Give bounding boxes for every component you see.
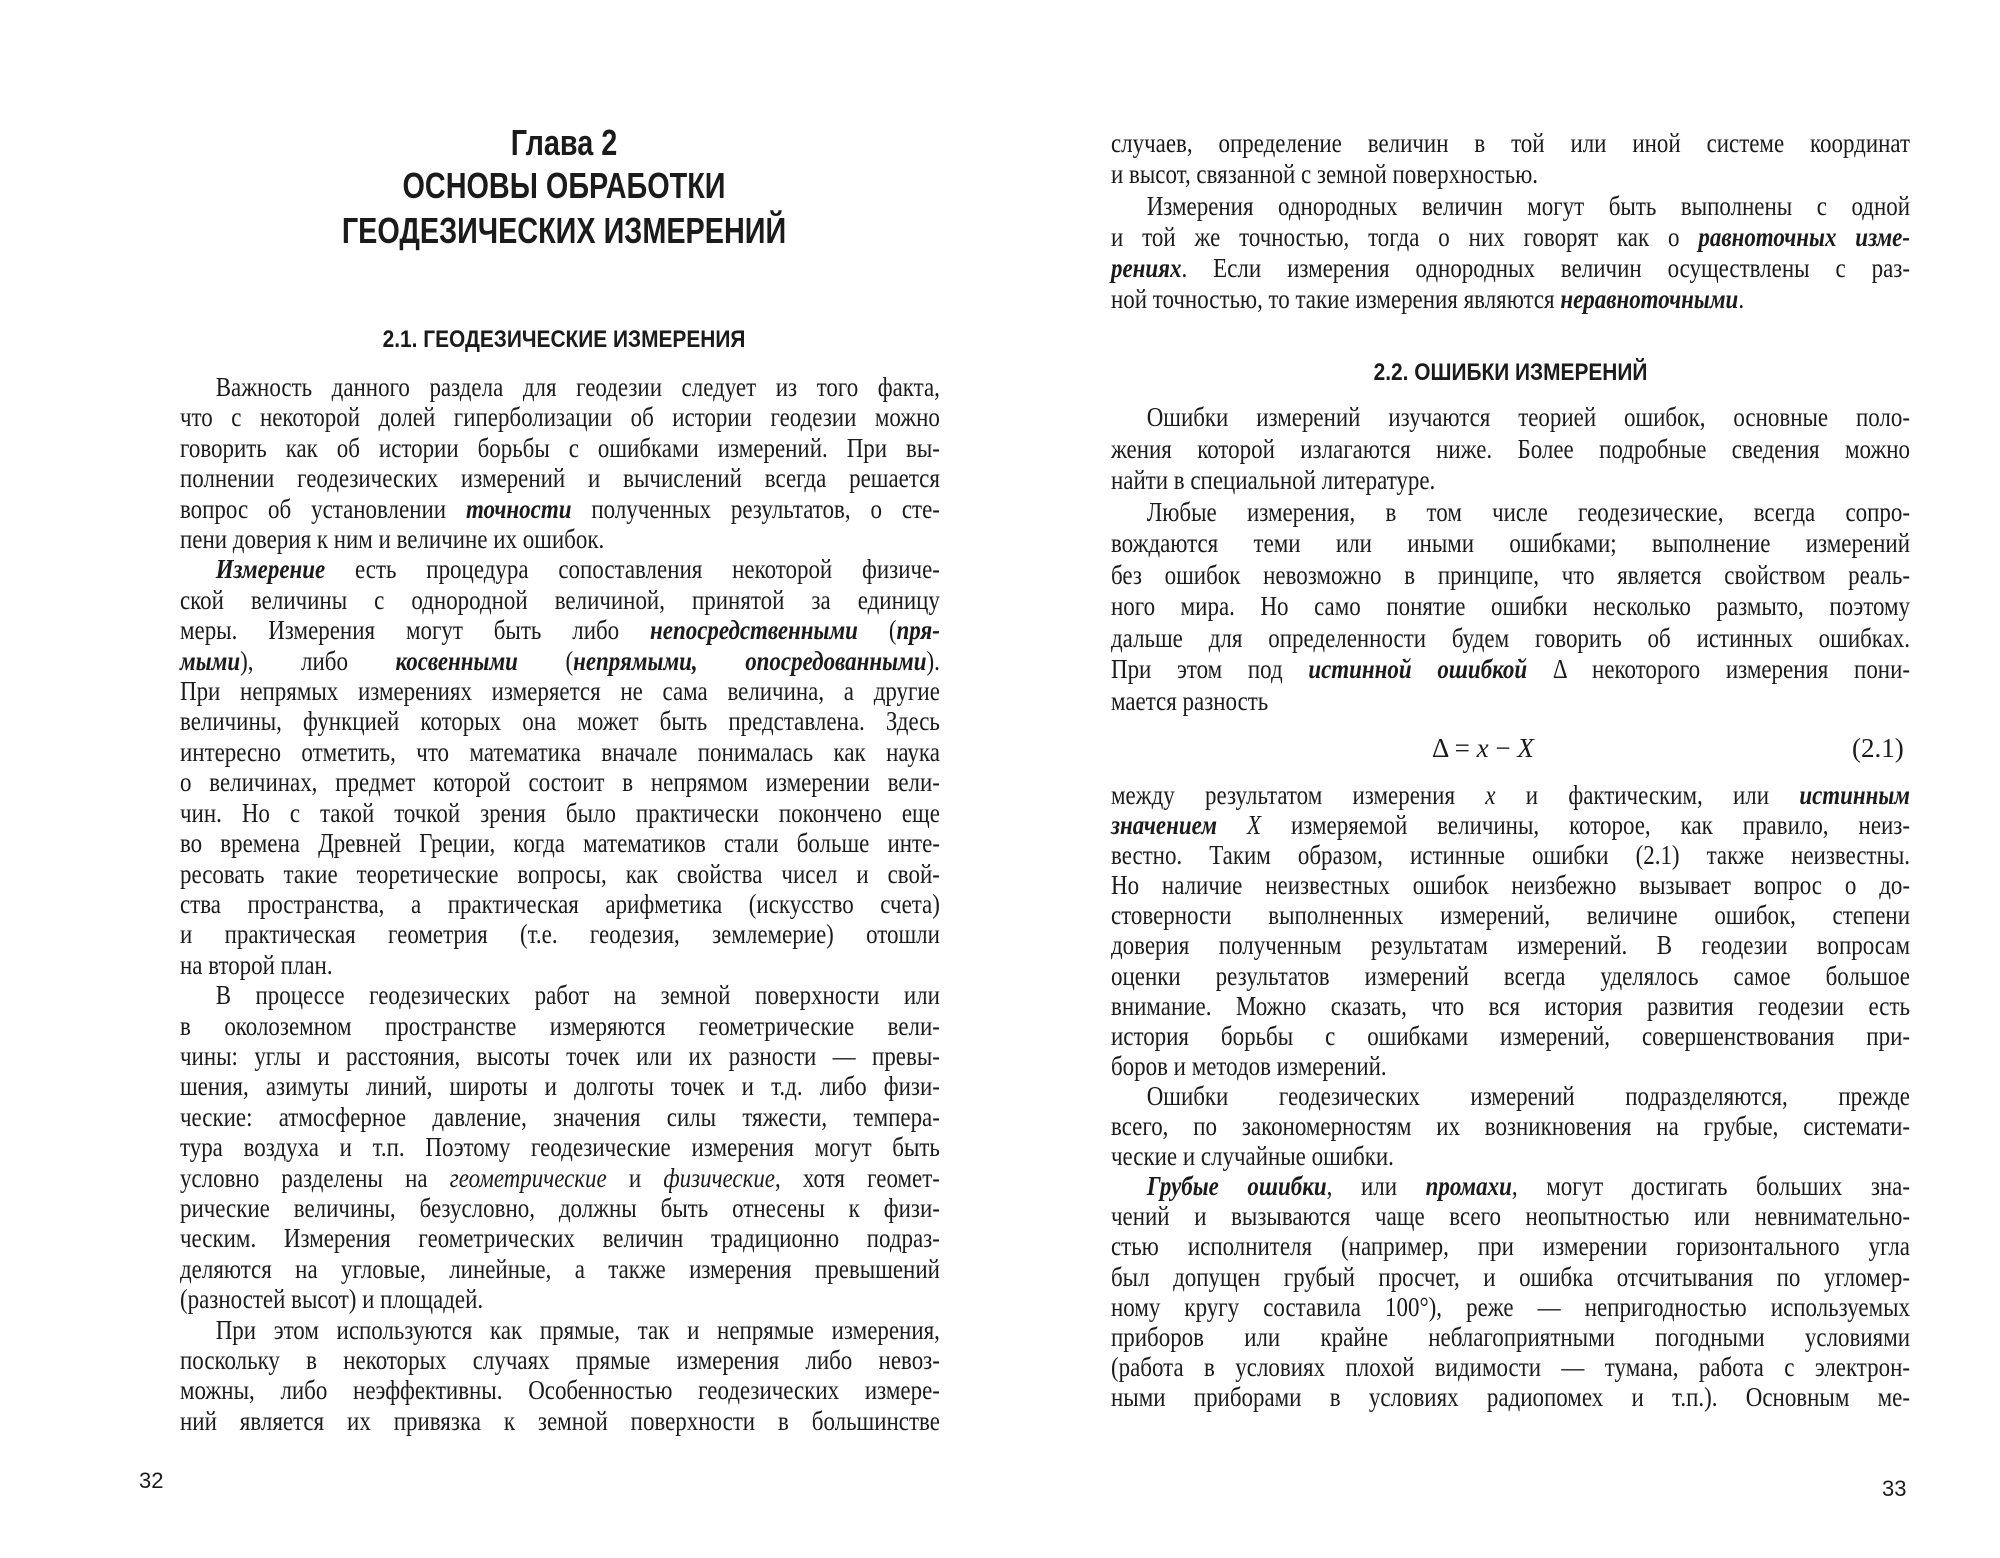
text-run: Ошибки геодезических измерений подразделяются, прежде	[1146, 1080, 1910, 1111]
text-line	[1111, 686, 1910, 718]
text-run: оценки результатов измерений всегда уделялось самое большое	[1111, 960, 1910, 991]
text-run: Любые измерения, в том числе геодезические, всегда сопро-	[1146, 496, 1910, 527]
text-line	[180, 737, 940, 767]
text-line	[180, 950, 940, 980]
text-line	[180, 463, 940, 493]
text-run: ческие: атмосферное давление, значения силы тяжести, темпера-	[180, 1101, 940, 1132]
text-line	[1111, 1111, 1910, 1141]
text-run: Измерения однородных величин могут быть выполнены с одной	[1146, 190, 1910, 221]
text-run: В процессе геодезических работ на земной поверхности или	[215, 980, 940, 1011]
chapter-title-line-1: ОСНОВЫ ОБРАБОТКИ	[402, 165, 726, 206]
text-run: случаев, определение величин в той или иной системе координат	[1111, 128, 1910, 158]
text-line	[1111, 1051, 1910, 1081]
text-line	[1111, 900, 1910, 930]
text-run: величины, функцией которых она может быть представлена. Здесь	[180, 706, 940, 737]
text-run: (разностей высот) и площадей.	[180, 1284, 484, 1315]
text-run: , могут достигать больших зна-	[1511, 1171, 1911, 1202]
text-run: тура воздуха и т.п. Поэтому геодезические измерения могут быть	[180, 1132, 940, 1163]
text-run: интересно отметить, что математика вначале понималась как наука	[180, 736, 940, 767]
text-run: боров и методов измерений.	[1111, 1050, 1387, 1081]
text-run: шения, азимуты линий, широты и долготы точек и т.д. либо физи-	[180, 1071, 940, 1102]
text-line	[1111, 284, 1910, 315]
text-line	[180, 1163, 940, 1193]
text-run: что с некоторой долей гиперболизации об истории геодезии можно	[180, 402, 940, 433]
text-run: поскольку в некоторых случаях прямые измерения либо невоз-	[180, 1345, 940, 1375]
text-line	[1111, 1171, 1910, 1201]
italic-text: физические	[663, 1162, 775, 1193]
text-line	[1111, 1352, 1910, 1382]
text-run: меры. Измерения могут быть либо	[180, 615, 651, 646]
text-run: жения которой излагаются ниже. Более подробные сведения можно	[1111, 433, 1910, 464]
chapter-title-line-2: ГЕОДЕЗИЧЕСКИХ ИЗМЕРЕНИЙ	[341, 210, 787, 251]
text-line	[1111, 1262, 1910, 1292]
text-line	[180, 1406, 940, 1436]
text-line	[180, 1315, 940, 1345]
text-run: (	[857, 615, 897, 646]
equation-minus: −	[1488, 733, 1518, 763]
text-line	[1111, 222, 1910, 253]
text-run: стью исполнителя (например, при измерении горизонтального угла	[1111, 1231, 1910, 1262]
emphasized-term: Грубые ошибки	[1146, 1171, 1327, 1202]
text-line	[180, 1284, 940, 1314]
text-line	[1111, 991, 1910, 1021]
emphasized-term: истинной ошибкой	[1308, 654, 1528, 684]
text-run: всего, по закономерностям их возникновения на грубые, системати-	[1111, 1111, 1910, 1142]
text-run: , хотя геомет-	[774, 1162, 940, 1193]
text-run: . Если измерения однородных величин осуществлены с раз-	[1181, 253, 1910, 284]
right-section-text	[1111, 402, 1910, 717]
text-run: и практическая геометрия (т.е. геодезия, землемерие) отошли	[180, 919, 940, 950]
text-line	[1111, 465, 1910, 497]
text-run: есть процедура сопоставления некоторой физиче-	[325, 554, 940, 585]
text-line	[180, 1132, 940, 1162]
text-line	[180, 1011, 940, 1041]
text-line	[180, 919, 940, 949]
text-run: и фактическим, или	[1495, 780, 1800, 810]
emphasized-term: пря-	[896, 615, 940, 646]
chapter-label: Глава 2	[510, 122, 618, 163]
text-run: о величинах, предмет которой состоит в непрямом измерении вели-	[180, 767, 940, 798]
text-line	[1111, 497, 1910, 529]
text-line	[180, 706, 940, 736]
text-run: При непрямых измерениях измеряется не сама величина, а другие	[180, 676, 940, 707]
text-run: условно разделены на	[180, 1162, 450, 1193]
text-run: .	[1738, 284, 1745, 315]
text-run: полученных результатов, о сте-	[571, 493, 940, 524]
text-run: (	[517, 645, 574, 676]
text-line	[1111, 840, 1910, 870]
text-line	[1111, 253, 1910, 284]
text-run: и высот, связанной с земной поверхностью.	[1111, 159, 1538, 190]
emphasized-term: рениях	[1111, 253, 1182, 284]
text-run: вестно. Таким образом, истинные ошибки (2.1) также неизвестны.	[1111, 840, 1910, 871]
text-line	[180, 767, 940, 797]
text-line	[180, 676, 940, 706]
paragraph	[180, 554, 940, 980]
text-run: чений и вызываются чаще всего неопытностью или невнимательно-	[1111, 1201, 1910, 1232]
text-line	[1111, 1292, 1910, 1322]
text-run: измеряемой величины, которое, как правило, неиз-	[1260, 810, 1910, 841]
text-run: ской величины с однородной величиной, принятой за единицу	[180, 584, 940, 615]
text-line	[180, 615, 940, 645]
text-line	[180, 554, 940, 584]
section-heading-2-1: 2.1. ГЕОДЕЗИЧЕСКИЕ ИЗМЕРЕНИЯ	[382, 326, 746, 353]
page-number-left: 32	[139, 1468, 164, 1493]
text-line	[180, 828, 940, 858]
text-line	[1111, 159, 1910, 190]
text-run: приборов или крайне неблагоприятными погодными условиями	[1111, 1321, 1910, 1352]
paragraph	[180, 1315, 940, 1437]
text-line	[180, 798, 940, 828]
paragraph	[1111, 402, 1910, 497]
right-top-text	[1111, 128, 1910, 316]
page-number-right: 33	[1882, 1476, 1907, 1501]
text-line	[1111, 528, 1910, 560]
text-run: вождаются теми или иными ошибками; выполнение измерений	[1111, 528, 1910, 558]
right-after-text	[1111, 780, 1910, 1412]
paragraph	[1111, 1171, 1910, 1412]
text-run: Но наличие неизвестных ошибок неизбежно вызывает вопрос о до-	[1111, 870, 1910, 901]
text-run: история борьбы с ошибками измерений, совершенствования при-	[1111, 1020, 1910, 1051]
emphasized-term: равноточных изме-	[1698, 221, 1911, 252]
emphasized-term: непрямыми, опосредованными	[573, 645, 927, 676]
text-run: ческие и случайные ошибки.	[1111, 1141, 1394, 1172]
text-run: рические величины, безусловно, должны быть отнесены к физи-	[180, 1192, 940, 1223]
text-line	[180, 1071, 940, 1101]
text-run: чины: углы и расстояния, высоты точек или их разности — превы-	[180, 1040, 940, 1071]
text-run: во времена Древней Греции, когда математиков стали больше инте-	[180, 828, 940, 859]
text-run: Δ некоторого измерения пони-	[1527, 654, 1910, 684]
text-run: При этом используются как прямые, так и непрямые измерения,	[215, 1314, 940, 1345]
text-run: ному кругу составила 100°), реже — непригодностью используемых	[1111, 1291, 1910, 1322]
emphasized-term: промахи	[1425, 1171, 1512, 1202]
text-run: Ошибки измерений изучаются теорией ошибок, основные поло-	[1146, 402, 1910, 432]
section-heading-2-2: 2.2. ОШИБКИ ИЗМЕРЕНИЙ	[1373, 359, 1648, 386]
text-line	[1111, 1021, 1910, 1051]
text-line	[180, 1102, 940, 1132]
text-line	[180, 585, 940, 615]
text-run	[1217, 810, 1247, 840]
text-run: Важность данного раздела для геодезии следует из того факта,	[215, 372, 940, 402]
text-run: ной точностью, то такие измерения являются	[1111, 284, 1561, 315]
text-run: на второй план.	[180, 949, 333, 980]
text-line	[1111, 1081, 1910, 1111]
text-run: чин. Но с такой точкой зрения было практически покончено еще	[180, 797, 940, 828]
text-run: можны, либо неэффективны. Особенностью геодезических измере-	[180, 1375, 940, 1406]
text-line	[1111, 961, 1910, 991]
text-line	[1111, 402, 1910, 434]
text-line	[180, 494, 940, 524]
text-run: (работа в условиях плохой видимости — тумана, работа с электрон-	[1111, 1351, 1910, 1382]
text-run: доверия полученным результатам измерений. В геодезии вопросам	[1111, 930, 1910, 961]
italic-text: X	[1246, 810, 1261, 841]
equation-lhs: Δ =	[1432, 733, 1477, 763]
text-line	[180, 1223, 940, 1253]
equation-2-1	[1432, 733, 1534, 764]
paragraph	[1111, 1081, 1910, 1171]
text-line	[1111, 191, 1910, 222]
text-line	[1111, 591, 1910, 623]
text-line	[1111, 780, 1910, 810]
equation-x: x	[1476, 733, 1489, 763]
emphasized-term: Измерение	[215, 554, 326, 585]
text-run: в околоземном пространстве измеряются геометрические вели-	[180, 1010, 940, 1041]
text-run: ), либо	[240, 645, 396, 676]
emphasized-term: точности	[465, 493, 572, 524]
text-line	[1111, 654, 1910, 686]
paragraph	[180, 372, 940, 554]
text-run: , или	[1326, 1171, 1426, 1202]
text-line	[180, 524, 940, 554]
emphasized-term: мыми	[180, 645, 241, 676]
text-line	[1111, 1231, 1910, 1261]
text-line	[180, 646, 940, 676]
text-run: стоверности выполненных измерений, величине ошибок, степени	[1111, 900, 1910, 931]
text-run: мается разность	[1111, 685, 1269, 716]
text-line	[180, 402, 940, 432]
text-line	[180, 859, 940, 889]
text-run: ного мира. Но само понятие ошибки несколько размыто, поэтому	[1111, 591, 1910, 621]
text-line	[1111, 930, 1910, 960]
text-run: и той же точностью, тогда о них говорят как о	[1111, 221, 1699, 252]
text-run: без ошибок невозможно в принципе, что является свойством реаль-	[1111, 559, 1910, 590]
left-body-text	[180, 372, 940, 1436]
text-line	[180, 1193, 940, 1223]
text-line	[180, 980, 940, 1010]
text-line	[1111, 434, 1910, 466]
text-run: пени доверия к ним и величине их ошибок.	[180, 524, 605, 555]
emphasized-term: истинным	[1799, 780, 1911, 810]
text-run: При этом под	[1111, 654, 1309, 684]
text-line	[180, 1254, 940, 1284]
text-run: ства пространства, а практическая арифметика (искусство счета)	[180, 888, 940, 919]
text-run: найти в специальной литературе.	[1111, 465, 1436, 495]
emphasized-term: непосредственными	[650, 615, 858, 646]
text-run: полнении геодезических измерений и вычислений всегда решается	[180, 463, 940, 494]
text-line	[180, 1345, 940, 1375]
right-page	[1000, 0, 2000, 1558]
italic-text: геометрические	[449, 1162, 607, 1193]
text-line	[1111, 1201, 1910, 1231]
text-line	[1111, 128, 1910, 159]
text-run: между результатом измерения	[1111, 780, 1486, 810]
equation-number: (2.1)	[1852, 733, 1904, 763]
paragraph	[180, 980, 940, 1314]
italic-text: x	[1485, 780, 1496, 810]
text-run: говорить как об истории борьбы с ошибками измерений. При вы-	[180, 432, 940, 463]
text-line	[1111, 1322, 1910, 1352]
paragraph	[1111, 191, 1910, 316]
text-run: и	[606, 1162, 664, 1193]
paragraph	[1111, 780, 1910, 1081]
text-line	[1111, 1382, 1910, 1412]
text-run: вопрос об установлении	[180, 493, 466, 524]
text-run: ресовать такие теоретические вопросы, как свойства чисел и свой-	[180, 858, 940, 889]
text-line	[1111, 623, 1910, 655]
emphasized-term: косвенными	[395, 645, 518, 676]
text-line	[180, 889, 940, 919]
emphasized-term: значением	[1111, 810, 1217, 841]
text-line	[1111, 810, 1910, 840]
text-line	[1111, 870, 1910, 900]
text-line	[180, 433, 940, 463]
equation-X: X	[1517, 733, 1534, 763]
text-line	[180, 1375, 940, 1405]
text-run: деляются на угловые, линейные, а также измерения превышений	[180, 1253, 940, 1284]
text-run: был допущен грубый просчет, и ошибка отсчитывания по угломер-	[1111, 1261, 1910, 1292]
text-line	[1111, 1141, 1910, 1171]
text-run: ).	[926, 645, 940, 676]
text-run: ными приборами в условиях радиопомех и т.п.). Основным ме-	[1111, 1381, 1910, 1412]
text-line	[1111, 560, 1910, 592]
text-run: ний является их привязка к земной поверхности в большинстве	[180, 1405, 940, 1436]
paragraph	[1111, 128, 1910, 191]
text-line	[180, 372, 940, 402]
paragraph	[1111, 497, 1910, 718]
text-run: дальше для определенности будем говорить об истинных ошибках.	[1111, 622, 1910, 653]
emphasized-term: неравноточными	[1560, 284, 1739, 315]
text-line	[180, 1041, 940, 1071]
text-run: ческим. Измерения геометрических величин традиционно подраз-	[180, 1223, 940, 1254]
text-run: внимание. Можно сказать, что вся история развития геодезии есть	[1111, 990, 1910, 1021]
